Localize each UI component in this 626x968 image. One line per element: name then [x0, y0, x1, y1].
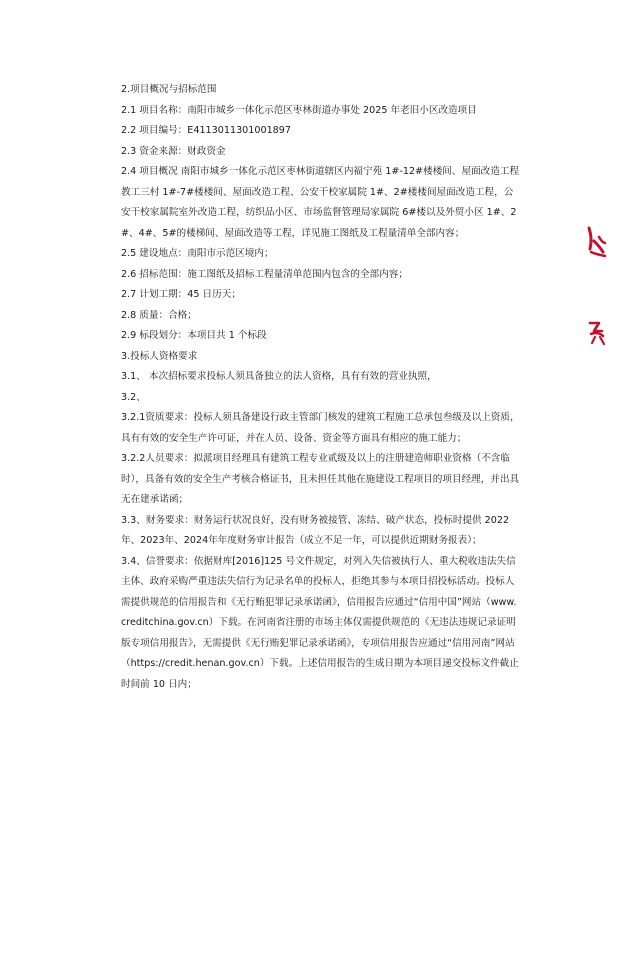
tender-scope: 2.6 招标范围：施工图纸及招标工程量清单范围内包含的全部内容；	[121, 268, 408, 280]
planned-duration: 2.7 计划工期：45 日历天；	[121, 289, 241, 300]
document-body	[121, 80, 521, 695]
lot-division: 2.9 标段划分：本项目共 1 个标段	[121, 330, 267, 341]
credit-requirement: 3.4、信誉要求：依据财库[2016]125 号文件规定，对列入失信被执行人、重大税收违法失信主体、政府采购严重违法失信行为记录名单的投标人，拒绝其参与本项目招投标活动。投标人需提供规范的信用报告和《无行贿犯罪记录承诺函》，信用报告应通过“信用中国”网站（www.creditchina.gov.cn）下载。在河南省注册的市场主体仅需提供规范的《无违法违规记录证明版专项信用报告》，无需提供《无行贿犯罪记录承诺函》，专项信用报告应通过“信用河南”网站（https://credit.henan.gov.cn）下载。上述信用报告的生成日期为本项目递交投标文件截止时间前 10 日内；	[121, 555, 519, 690]
quality-requirement: 2.8 质量：合格；	[121, 309, 197, 321]
qualification-requirement: 3.2.1资质要求：投标人须具备建设行政主管部门核发的建筑工程施工总承包叁级及以上资质，具有有效的安全生产许可证，并在人员、设备、资金等方面具有相应的施工能力；	[121, 412, 520, 444]
clause-3-2: 3.2、	[121, 391, 146, 403]
red-seal-fragment-bottom	[582, 315, 612, 349]
project-name: 2.1 项目名称：南阳市城乡一体化示范区枣林街道办事处 2025 年老旧小区改造项目	[121, 104, 477, 116]
section-heading-bidder-qualifications: 3.投标人资格要求	[121, 350, 198, 362]
financial-requirement: 3.3、财务要求：财务运行状况良好，没有财务被接管、冻结、破产状态，投标时提供 2022年、2023年、2024年年度财务审计报告（成立不足一年，可以提供近期财务报表）；	[121, 514, 510, 546]
section-heading-project-overview: 2.项目概况与招标范围	[121, 84, 217, 95]
project-summary: 2.4 项目概况 南阳市城乡一体化示范区枣林街道辖区内福宁苑 1#-12#楼楼间、屋面改造工程教工三村 1#-7#楼楼间、屋面改造工程、公安干校家属院 1#、2#楼楼间屋面改造工程，公安干校家属院室外改造工程，纺织品小区、市场监督管理局家属院 6#楼以及外贸小区 1#、2#、4#、5#的楼梯间、屋面改造等工程，详见施工图纸及工程量清单全部内容；	[121, 166, 520, 239]
project-number: 2.2 项目编号：E4113011301001897	[121, 125, 291, 136]
construction-site: 2.5 建设地点：南阳市示范区境内；	[121, 248, 274, 259]
legal-entity-requirement: 3.1、 本次招标要求投标人须具备独立的法人资格，具有有效的营业执照，	[121, 371, 437, 382]
personnel-requirement: 3.2.2人员要求：拟派项目经理具有建筑工程专业贰级及以上的注册建造师职业资格（不含临时），具备有效的安全生产考核合格证书，且未担任其他在施建设工程项目的项目经理，并出具无在建承诺函；	[121, 453, 520, 505]
funding-source: 2.3 资金来源：财政资金	[121, 145, 226, 157]
red-seal-fragment-top	[583, 225, 613, 259]
